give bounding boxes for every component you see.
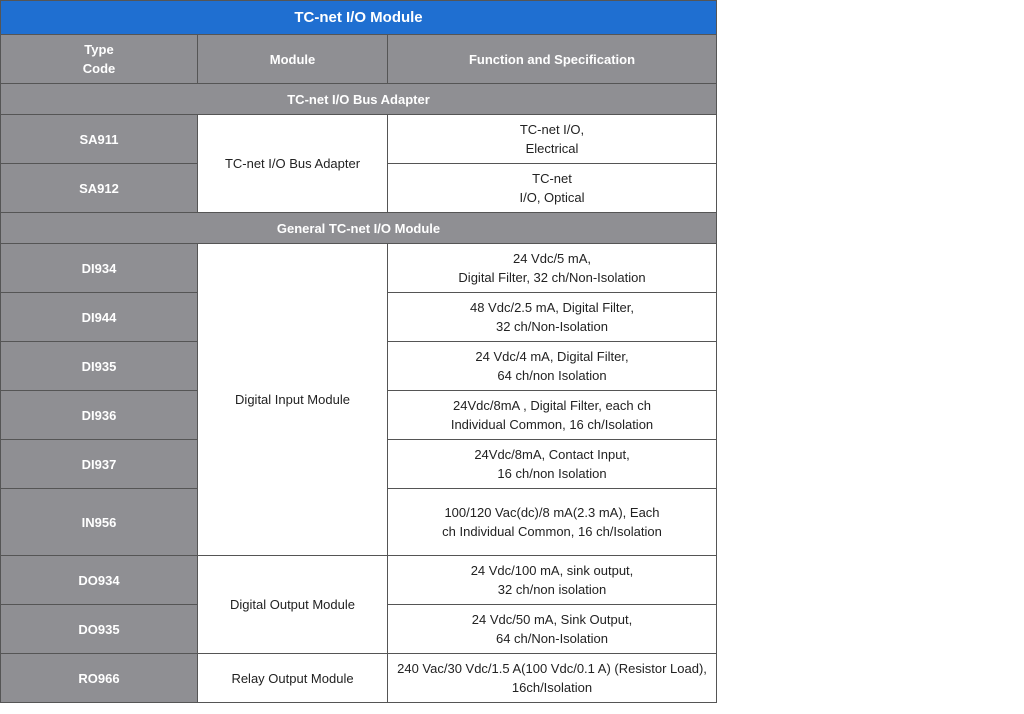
module-cell: Digital Input Module <box>198 244 388 556</box>
title-row <box>1 1 717 35</box>
spec-line: TC-net <box>532 171 572 186</box>
table-row <box>1 654 717 703</box>
spec-line: Digital Filter, 32 ch/Non-Isolation <box>458 270 646 285</box>
spec-cell <box>388 654 717 703</box>
spec-line: 24Vdc/8mA, Contact Input, <box>474 447 630 462</box>
section-title: TC-net I/O Bus Adapter <box>1 84 717 115</box>
spec-cell <box>388 164 717 213</box>
type-code-cell: SA912 <box>1 164 198 213</box>
type-code-cell: DO935 <box>1 605 198 654</box>
module-cell: TC-net I/O Bus Adapter <box>198 115 388 213</box>
type-code-cell: IN956 <box>1 489 198 556</box>
spec-cell <box>388 342 717 391</box>
type-code-cell: DI936 <box>1 391 198 440</box>
header-module: Module <box>198 35 388 84</box>
type-code-cell: DO934 <box>1 556 198 605</box>
spec-line: TC-net I/O, <box>519 122 585 137</box>
spec-line: 240 Vac/30 Vdc/1.5 A(100 Vdc/0.1 A) (Resistor Load), <box>397 661 707 676</box>
module-cell: Relay Output Module <box>198 654 388 703</box>
type-code-cell: RO966 <box>1 654 198 703</box>
spec-cell <box>388 605 717 654</box>
spec-line: 16ch/Isolation <box>511 680 593 695</box>
spec-cell <box>388 244 717 293</box>
spec-line: 100/120 Vac(dc)/8 mA(2.3 mA), Each <box>444 505 660 520</box>
spec-line: 24Vdc/8mA , Digital Filter, each ch <box>453 398 651 413</box>
table-row <box>1 115 717 164</box>
spec-cell <box>388 115 717 164</box>
header-type-code <box>1 35 198 84</box>
spec-cell <box>388 293 717 342</box>
type-code-cell: SA911 <box>1 115 198 164</box>
spec-line: 32 ch/non isolation <box>497 582 607 597</box>
spec-cell <box>388 391 717 440</box>
type-code-cell: DI937 <box>1 440 198 489</box>
section-row <box>1 84 717 115</box>
spec-line: 64 ch/non Isolation <box>497 368 607 383</box>
spec-line: 32 ch/Non-Isolation <box>495 319 608 334</box>
spec-cell <box>388 489 717 556</box>
type-code-cell: DI944 <box>1 293 198 342</box>
type-code-cell: DI934 <box>1 244 198 293</box>
spec-cell <box>388 556 717 605</box>
spec-line: 24 Vdc/5 mA, <box>512 251 592 266</box>
header-type-code-line2: Code <box>82 61 116 76</box>
type-code-cell: DI935 <box>1 342 198 391</box>
spec-line: 64 ch/Non-Isolation <box>495 631 608 646</box>
table-title: TC-net I/O Module <box>1 1 717 35</box>
spec-line: 24 Vdc/100 mA, sink output, <box>470 563 634 578</box>
table-body <box>1 1 717 703</box>
table-row <box>1 556 717 605</box>
section-row <box>1 213 717 244</box>
spec-line: ch Individual Common, 16 ch/Isolation <box>442 524 662 539</box>
spec-line: 48 Vdc/2.5 mA, Digital Filter, <box>469 300 634 315</box>
spec-line: 24 Vdc/4 mA, Digital Filter, <box>475 349 629 364</box>
table-row <box>1 244 717 293</box>
spec-cell <box>388 440 717 489</box>
header-type-code-line1: Type <box>84 42 114 57</box>
module-cell: Digital Output Module <box>198 556 388 654</box>
spec-line: 16 ch/non Isolation <box>497 466 607 481</box>
spec-line: 24 Vdc/50 mA, Sink Output, <box>471 612 633 627</box>
section-title: General TC-net I/O Module <box>1 213 717 244</box>
spec-line: I/O, Optical <box>519 190 585 205</box>
header-function: Function and Specification <box>388 35 717 84</box>
spec-line: Individual Common, 16 ch/Isolation <box>450 417 654 432</box>
spec-line: Electrical <box>525 141 579 156</box>
header-row <box>1 35 717 84</box>
